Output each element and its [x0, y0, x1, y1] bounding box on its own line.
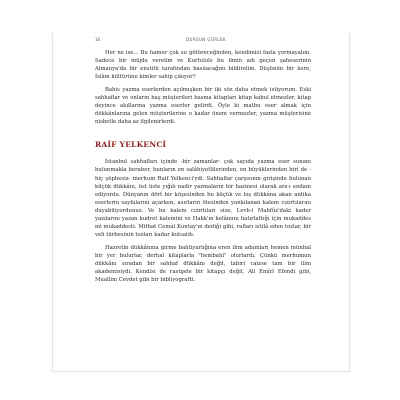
running-head-author: DURSUN GÜRLEK [186, 37, 226, 42]
paragraph: Her ne ise... Bu hamur çok su götüreceğinden, kendimizi fazla yormayalım. Sadece bir müjde verelim ve Kurtululs bu ilmin adı geçen şaheserinin Almanya'da bir enstitü tarafından basılacağını bildirelim. Düşünün bir kere, İslâm kültürüne kimler sahip çıkıyor? [95, 50, 311, 81]
book-page [52, 33, 350, 372]
running-head [95, 37, 317, 45]
page-body [95, 49, 311, 284]
paragraph: Bahis yazma eserlerden açılmışken bir iki söz daha etmek istiyorum. Eski sahhaflar ve onların baş müşterileri basma kitapları kitap kabul etmezler, kitap deyince akıllarına yazma eserler gelirdi. Öyle ki matbu eser almak için dükkânlarına gelen müşterilerine o kadar önem vermezler, yazma müşterisine nisbetle daha az ilgilenirlerdi. [95, 87, 311, 126]
paragraph: Hazretin dükkânına girme bahtiyarlığına eren ilim adamları hemen münhal bir yer bulurlar, derhal kitaplarla "hembahl" olurlardı. Çünkü merhumun dükkânı sıradan bir sahhaf dükkânı değil, tabiri caizse tam bir ilim akademisiydi. Kendisi de rastgele bir kitapçı değil, Ali Emîrî Efendi gibi, Muallim Cevdet gibi bir bibliyografti. [95, 244, 311, 284]
page-number: 16 [95, 37, 101, 42]
section-heading: RAİF YELKENCİ [95, 140, 167, 150]
paragraph: İstanbul sahhafları içinde -bir zamanlar- çok sayıda yazma eser sunanı bulunmakla beraber, bunların en salâhiyetlilerinden, en büyüklerinden biri de -hiç şüphesiz- merhum Raif Yelkenci'ydi. Sahhaflar çarşısının girişinde bulunan küçük dükkânı, üst üste yığılı nadir yazmaların bir hazinesi olarak arz-ı endam ediyordu. Dünyanın dört bir köşesinden bu küçük ve loş dükkâna akan antika eserlerin sayfalarını açarken, asırların ötesinden yankılanan kalem cızırtılarını duyabiliyordunuz. Ve bu kalem cızırtıları size, Levh-i Mahfûz'daki kader yazılarını yazan kudret kalemini ve Hakk'ın kelâmını hatırlattığı için mukaddes mi mukaddesti. Mithat Cemal Kuntay'ın dediği gibi, rafları istilâ eden tozlar, bir veli türbesinin tozları kadar kutsaldı. [95, 159, 311, 238]
